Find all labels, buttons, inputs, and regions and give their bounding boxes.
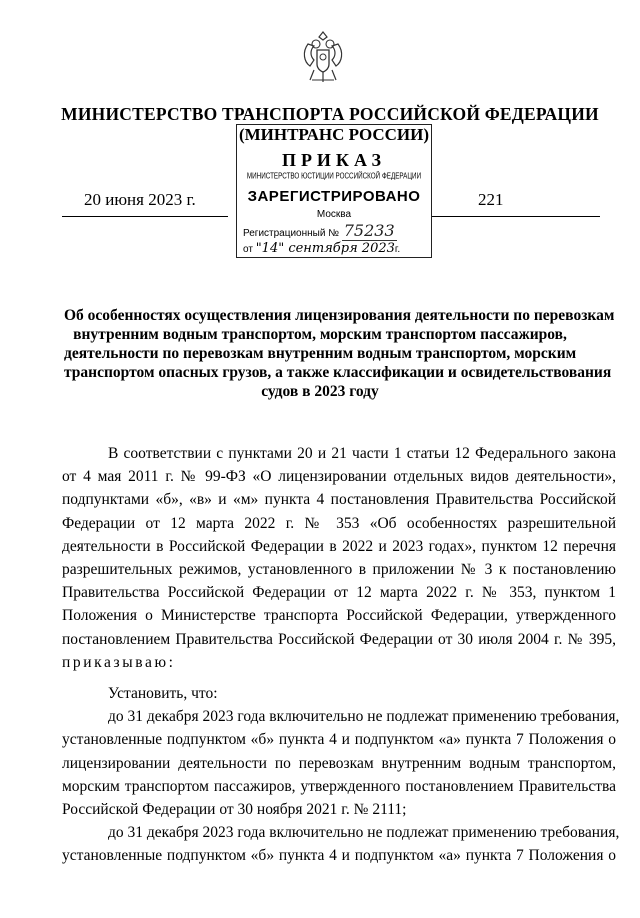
establish-line: Установить, что: [108,685,218,702]
order-date: 20 июня 2023 г. [84,190,196,209]
registration-stamp [236,124,432,258]
order-number: 221 [478,190,504,209]
document-type: ПРИКАЗ [281,150,387,170]
stamp-reg-label: Регистрационный № [243,228,339,239]
stamp-city: Москва [316,209,352,220]
text-line: морским транспортом пассажиров, утвержденного постановлением Правительства [62,777,616,795]
stamp-reg-number: 75233 [343,221,395,240]
text-line: лицензировании деятельности по перевозкам внутренним водным транспортом, [62,754,616,772]
text-line: до 31 декабря 2023 года включительно не подлежат применению требования, [108,824,620,842]
title-line: Об особенностях осуществления лицензирования деятельности по перевозкам [64,307,615,324]
stamp-status: ЗАРЕГИСТРИРОВАНО [247,188,421,205]
title-line: внутренним водным транспортом, морским транспортом пассажиров, [73,326,567,343]
order-word: приказываю: [62,653,176,671]
text-line: от 4 мая 2011 г. № 99-ФЗ «О лицензировании отдельных видов деятельности», [62,468,616,486]
text-line: Положения о Министерстве транспорта Российской Федерации, утвержденного [62,607,616,625]
stamp-registration-line [243,221,429,240]
order-body [62,682,620,868]
preamble-paragraph [62,442,616,674]
text-line: Российской Федерации от 30 ноября 2021 г. № 2111; [62,800,407,818]
stamp-date-handwritten: "14" сентября 2023 [255,241,395,256]
number-underline [432,216,600,217]
text-line: постановлением Правительства Российской Федерации от 30 июля 2004 г. № 395, [62,630,616,648]
ministry-short-name: (МИНТРАНС РОССИИ) [238,125,430,144]
ministry-name: МИНИСТЕРСТВО ТРАНСПОРТА РОССИЙСКОЙ ФЕДЕРАЦИИ [61,104,599,124]
title-line: судов в 2023 году [261,383,379,400]
text-line: до 31 декабря 2023 года включительно не подлежат применению требования, [108,708,620,726]
text-line: Правительства Российской Федерации от 12 марта 2022 г. № 353, пунктом 1 [62,584,616,602]
text-line: установленные подпунктом «б» пункта 4 и подпунктом «а» пункта 7 Положения о [62,731,616,749]
stamp-date-suffix: г. [394,244,401,255]
text-line: В соответствии с пунктами 20 и 21 части 1 статьи 12 Федерального закона [108,445,616,462]
stamp-issuer: МИНИСТЕРСТВО ЮСТИЦИИ РОССИЙСКОЙ ФЕДЕРАЦИИ [246,171,422,182]
text-line: деятельности в Российской Федерации в 2022 и 2023 годах», пунктом 12 перечня [62,537,616,555]
text-line: установленные подпунктом «б» пункта 4 и подпунктом «а» пункта 7 Положения о [62,847,616,865]
text-line: Федерации от 12 марта 2022 г. № 353 «Об особенностях разрешительной [62,514,616,532]
text-line: подпунктами «б», «в» и «м» пункта 4 постановления Правительства Российской [62,491,616,509]
title-line: транспортом опасных грузов, а также классификации и освидетельствования [64,364,612,381]
date-underline [62,216,228,217]
order-title [64,306,615,401]
text-line: разрешительных режимов, установленного в приложении № 3 к постановлению [62,560,616,578]
coat-of-arms-icon [300,28,346,86]
title-line: деятельности по перевозкам внутренним водным транспортом, морским [64,345,577,362]
stamp-date-line [243,241,429,256]
stamp-date-prefix: от [243,244,253,255]
